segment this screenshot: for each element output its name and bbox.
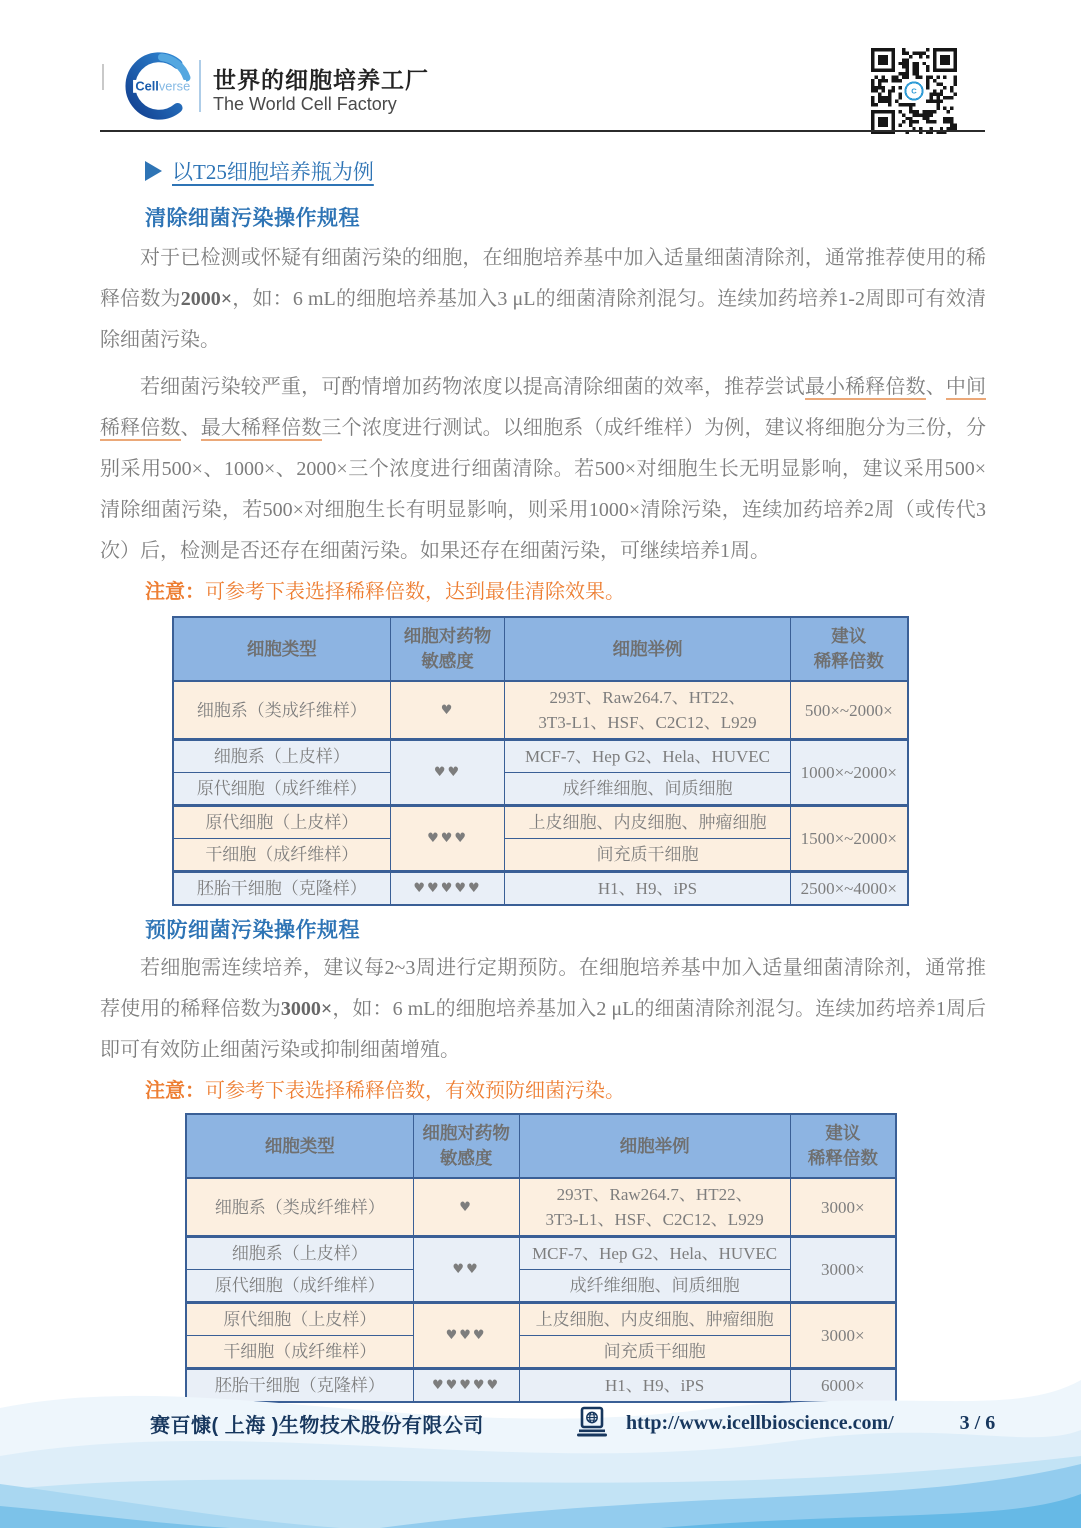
text-run: 对于已检测或怀疑有细菌污染的细胞，在细胞培养基中加入适量细菌清除剂，通常推荐使用的稀释倍数为 bbox=[100, 247, 986, 310]
cell-examples: H1、H9、iPS bbox=[519, 1369, 790, 1403]
sensitivity-hearts: ♥♥♥♥♥ bbox=[390, 872, 505, 906]
tagline-zh: 世界的细胞培养工厂 bbox=[213, 67, 429, 93]
col-examples: 细胞举例 bbox=[505, 617, 790, 681]
col-cell-type: 细胞类型 bbox=[173, 617, 390, 681]
table-row bbox=[173, 806, 908, 839]
dilution-value: 3000× bbox=[790, 1178, 896, 1237]
brand-verse: verse bbox=[158, 78, 191, 94]
footer-row bbox=[0, 1406, 1081, 1440]
text-run: 若细菌污染较严重，可酌情增加药物浓度以提高清除细菌的效率，推荐尝试 bbox=[140, 376, 805, 398]
cell-type: 胚胎干细胞（克隆样） bbox=[186, 1369, 413, 1403]
underlined-max-dilution: 最大稀释倍数 bbox=[200, 417, 322, 439]
sensitivity-hearts: ♥♥ bbox=[413, 1237, 519, 1303]
note-prevent bbox=[145, 1073, 986, 1105]
dilution-value: 1500×~2000× bbox=[790, 806, 908, 872]
text-run: 、 bbox=[180, 417, 201, 439]
text-run: 细胞对药物 bbox=[403, 626, 492, 646]
underlined-mid-dilution: 中间稀释倍数 bbox=[100, 376, 987, 439]
cell-examples: H1、H9、iPS bbox=[505, 872, 790, 906]
page-footer bbox=[0, 1338, 1081, 1528]
sensitivity-hearts: ♥ bbox=[390, 681, 505, 740]
bold-dilution-2000: 2000× bbox=[180, 288, 233, 310]
tagline-en: The World Cell Factory bbox=[213, 94, 397, 114]
table-header-row bbox=[173, 617, 908, 681]
cell-type: 原代细胞（成纤维样） bbox=[186, 1270, 413, 1303]
cell-examples: 上皮细胞、内皮细胞、肿瘤细胞 bbox=[505, 806, 790, 839]
cell-examples: 间充质干细胞 bbox=[519, 1336, 790, 1369]
text-run: 若细胞需连续培养，建议每2~3周进行定期预防。在细胞培养基中加入适量细菌清除剂，通常推荐使用的稀释倍数为 bbox=[100, 957, 986, 1020]
cell-examples: 293T、Raw264.7、HT22、 bbox=[549, 688, 746, 707]
col-cell-type: 细胞类型 bbox=[186, 1114, 413, 1178]
cell-type: 原代细胞（上皮样） bbox=[173, 806, 390, 839]
cell-examples: 成纤维细胞、间质细胞 bbox=[519, 1270, 790, 1303]
header-rule bbox=[100, 130, 985, 132]
dilution-value: 1000×~2000× bbox=[790, 740, 908, 806]
note-clear bbox=[145, 574, 986, 606]
website-url[interactable]: http://www.icellbioscience.com/ bbox=[625, 1411, 894, 1434]
sensitivity-hearts: ♥♥♥♥♥ bbox=[413, 1369, 519, 1403]
bold-dilution-3000: 3000× bbox=[280, 998, 333, 1020]
heading-clear-procedure: 清除细菌污染操作规程 bbox=[145, 207, 360, 230]
dilution-value: 2500×~4000× bbox=[790, 872, 908, 906]
dilution-value: 500×~2000× bbox=[790, 681, 908, 740]
page-content bbox=[100, 146, 986, 1403]
table-row bbox=[173, 872, 908, 906]
cell-type: 胚胎干细胞（克隆样） bbox=[173, 872, 390, 906]
brand-cell: Cell bbox=[135, 78, 159, 94]
example-title-row bbox=[145, 156, 986, 186]
cell-type: 干细胞（成纤维样） bbox=[186, 1336, 413, 1369]
note-label: 注意： bbox=[145, 581, 205, 603]
table-row bbox=[186, 1303, 896, 1336]
cell-examples: MCF-7、Hep G2、Hela、HUVEC bbox=[519, 1237, 790, 1270]
dilution-value: 3000× bbox=[790, 1303, 896, 1369]
underlined-min-dilution: 最小稀释倍数 bbox=[804, 376, 926, 398]
example-title: 以T25细胞培养瓶为例 bbox=[172, 160, 374, 184]
triangle-bullet-icon bbox=[145, 161, 162, 181]
cell-examples: 3T3-L1、HSF、C2C12、L929 bbox=[545, 1210, 764, 1229]
cellverse-logo-icon bbox=[124, 52, 192, 120]
dilution-value: 3000× bbox=[790, 1237, 896, 1303]
company-name: 赛百慷( 上海 )生物技术股份有限公司 bbox=[150, 1414, 484, 1437]
table-row bbox=[186, 1270, 896, 1303]
paragraph-clear-1 bbox=[100, 238, 986, 361]
dilution-value: 6000× bbox=[790, 1369, 896, 1403]
table-row bbox=[186, 1237, 896, 1270]
table-row bbox=[173, 740, 908, 773]
svg-text:Cellverse bbox=[135, 79, 190, 94]
sensitivity-hearts: ♥♥♥ bbox=[413, 1303, 519, 1369]
note-text: 可参考下表选择稀释倍数，达到最佳清除效果。 bbox=[205, 581, 625, 603]
cell-examples: MCF-7、Hep G2、Hela、HUVEC bbox=[505, 740, 790, 773]
paragraph-prevent-1 bbox=[100, 948, 986, 1071]
col-examples: 细胞举例 bbox=[519, 1114, 790, 1178]
logo-divider bbox=[199, 60, 201, 112]
cell-type: 原代细胞（上皮样） bbox=[186, 1303, 413, 1336]
col-dilution bbox=[790, 1114, 896, 1178]
left-margin-tick bbox=[102, 64, 104, 90]
col-sensitivity bbox=[390, 617, 505, 681]
dilution-table-clear bbox=[172, 616, 909, 906]
sensitivity-hearts: ♥♥♥ bbox=[390, 806, 505, 872]
cell-examples: 上皮细胞、内皮细胞、肿瘤细胞 bbox=[519, 1303, 790, 1336]
text-run: ，如：6 mL的细胞培养基加入3 μL的细菌清除剂混匀。连续加药培养1-2周即可有效清除细菌污染。 bbox=[100, 288, 987, 351]
laptop-globe-icon bbox=[572, 1406, 612, 1440]
text-run: 稀释倍数 bbox=[807, 1148, 878, 1168]
page-number: 3 / 6 bbox=[959, 1411, 996, 1434]
cell-examples: 293T、Raw264.7、HT22、 bbox=[556, 1185, 753, 1204]
cell-examples: 成纤维细胞、间质细胞 bbox=[505, 773, 790, 806]
cell-type: 细胞系（上皮样） bbox=[186, 1237, 413, 1270]
table-row bbox=[173, 681, 908, 740]
table-row bbox=[186, 1178, 896, 1237]
heading-prevent-procedure: 预防细菌污染操作规程 bbox=[145, 919, 360, 942]
cell-type: 干细胞（成纤维样） bbox=[173, 839, 390, 872]
text-run: ，如：6 mL的细胞培养基加入2 μL的细菌清除剂混匀。连续加药培养1周后即可有效防止细菌污染或抑制细菌增殖。 bbox=[100, 998, 987, 1061]
table-header-row bbox=[186, 1114, 896, 1178]
cell-type: 细胞系（类成纤维样） bbox=[173, 681, 390, 740]
cell-examples: 3T3-L1、HSF、C2C12、L929 bbox=[538, 713, 757, 732]
sensitivity-hearts: ♥ bbox=[413, 1178, 519, 1237]
note-text: 可参考下表选择稀释倍数，有效预防细菌污染。 bbox=[205, 1080, 625, 1102]
text-run: 建议 bbox=[825, 1123, 861, 1143]
text-run: 三个浓度进行测试。以细胞系（成纤维样）为例，建议将细胞分为三份，分别采用500×、1000×、2000×三个浓度进行细菌清除。若500×对细胞生长无明显影响，建议采用500×清除细菌污染，若500×对细胞生长有明显影响，则采用1000×清除污染，连续加药培养2周（或传代3次）后，检测是否还存在细菌污染。如果还存在细菌污染，可继续培养1周。 bbox=[100, 417, 987, 562]
text-run: 建议 bbox=[831, 626, 867, 646]
qr-code bbox=[871, 48, 957, 134]
note-label: 注意： bbox=[145, 1080, 205, 1102]
col-sensitivity bbox=[413, 1114, 519, 1178]
sensitivity-hearts: ♥♥ bbox=[390, 740, 505, 806]
text-run: 、 bbox=[925, 376, 946, 398]
cell-type: 细胞系（上皮样） bbox=[173, 740, 390, 773]
text-run: 细胞对药物 bbox=[422, 1123, 510, 1143]
cell-examples: 间充质干细胞 bbox=[505, 839, 790, 872]
col-dilution bbox=[790, 617, 908, 681]
cell-type: 原代细胞（成纤维样） bbox=[173, 773, 390, 806]
cell-type: 细胞系（类成纤维样） bbox=[186, 1178, 413, 1237]
text-run: 稀释倍数 bbox=[813, 651, 884, 671]
svg-text:C: C bbox=[911, 86, 917, 96]
text-run: 敏感度 bbox=[439, 1148, 493, 1168]
text-run: 敏感度 bbox=[421, 651, 474, 671]
paragraph-clear-2 bbox=[100, 367, 986, 572]
